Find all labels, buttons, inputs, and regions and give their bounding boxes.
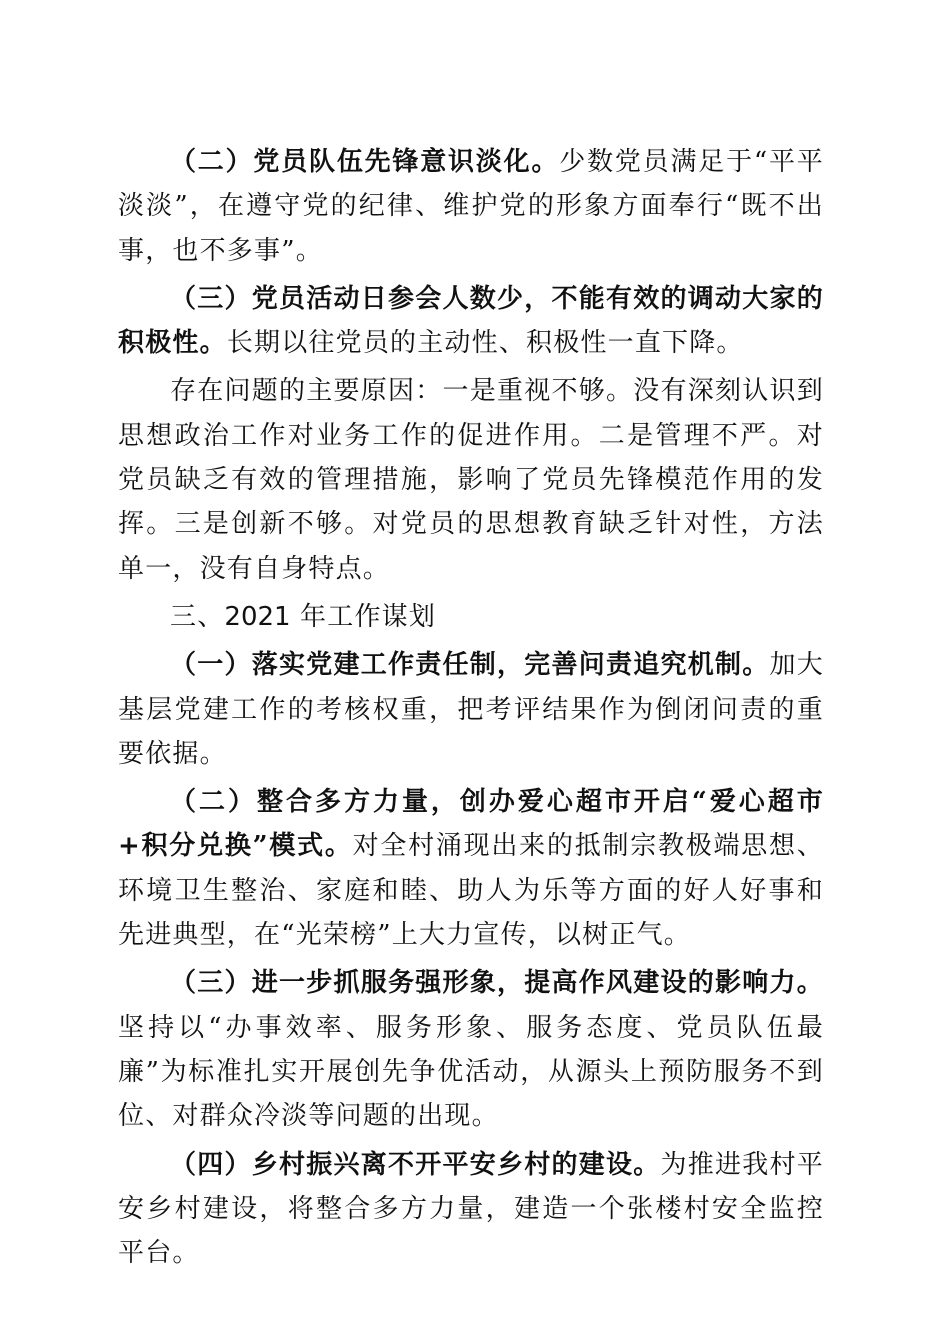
- plan-item-1: [118, 643, 824, 776]
- paragraph-body: 少数党员满足于“平平淡淡”，在遵守党的纪律、维护党的形象方面奉行“既不出事，也不多事”。: [118, 147, 824, 266]
- plan-item-3: [118, 961, 824, 1138]
- section-heading-suffix: 年工作谋划: [290, 601, 437, 632]
- paragraph-activity-day: [118, 277, 824, 366]
- plan-item-body: 对全村涌现出来的抵制宗教极端思想、环境卫生整治、家庭和睦、助人为乐等方面的好人好事和先进典型，在“光荣榜”上大力宣传，以树正气。: [118, 831, 824, 951]
- plan-item-2: [118, 780, 824, 957]
- section-heading: [118, 595, 824, 639]
- section-heading-year: 2021: [224, 601, 291, 632]
- plan-item-body: 为推进我村平安乡村建设，将整合多方力量，建造一个张楼村安全监控平台。: [118, 1149, 824, 1269]
- plan-item-4: [118, 1143, 824, 1276]
- plan-item-body: 加大基层党建工作的考核权重，把考评结果作为倒闭问责的重要依据。: [118, 650, 824, 769]
- document-page: [118, 140, 824, 1275]
- paragraph-lead: （三）党员活动日参会人数少，不能有效的调动大家的积极性。: [118, 283, 824, 359]
- plan-item-lead: （四）乡村振兴离不开平安乡村的建设。: [170, 1149, 661, 1180]
- plan-item-lead: （三）进一步抓服务强形象，提高作风建设的影响力。: [170, 968, 824, 999]
- section-heading-prefix: 三、: [170, 601, 225, 632]
- plan-item-lead: （二）整合多方力量，创办爱心超市开启“爱心超市+积分兑换”模式。: [118, 787, 824, 862]
- paragraph-body: 存在问题的主要原因：一是重视不够。没有深刻认识到思想政治工作对业务工作的促进作用。二是管理不严。对党员缺乏有效的管理措施，影响了党员先锋模范作用的发挥。三是创新不够。对党员的思想教育缺乏针对性，方法单一，没有自身特点。: [118, 376, 824, 584]
- paragraph-lead: （二）党员队伍先锋意识淡化。: [170, 147, 560, 177]
- paragraph-party-vanguard: [118, 140, 824, 273]
- plan-item-lead: （一）落实党建工作责任制，完善问责追究机制。: [170, 650, 770, 681]
- paragraph-main-reasons: [118, 369, 824, 590]
- paragraph-body: 长期以往党员的主动性、积极性一直下降。: [226, 328, 744, 359]
- plan-item-body: 坚持以“办事效率、服务形象、服务态度、党员队伍最廉”为标准扎实开展创先争优活动，从源头上预防服务不到位、对群众冷淡等问题的出现。: [118, 1012, 824, 1132]
